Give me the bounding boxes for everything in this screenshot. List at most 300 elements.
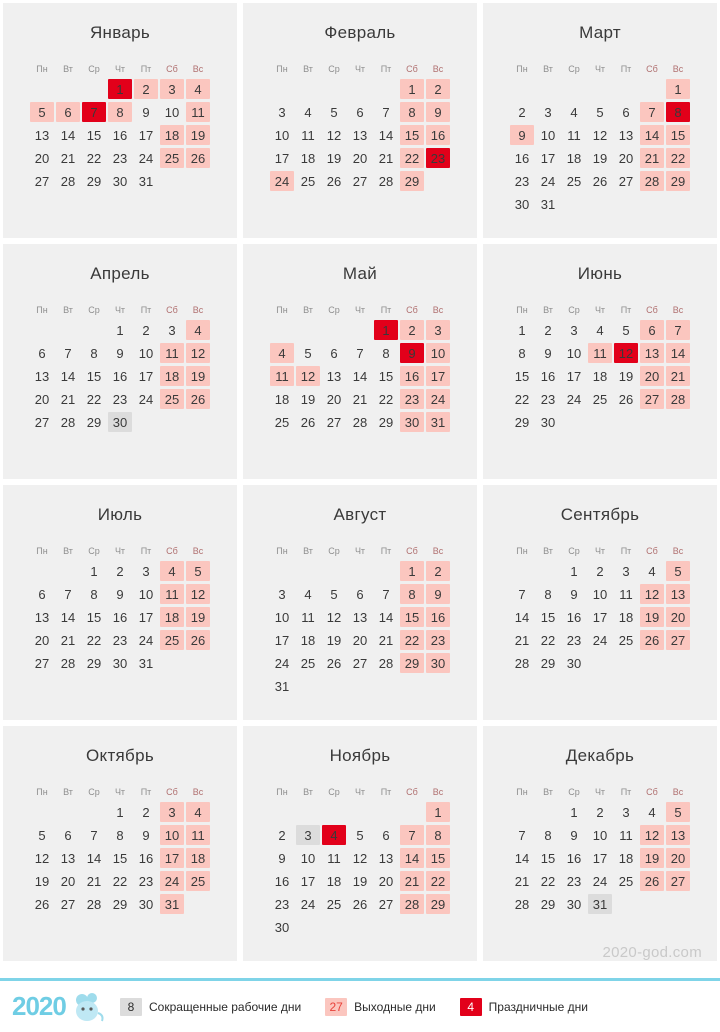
month-title: Декабрь [565, 746, 635, 765]
weekday-header: Вс [672, 546, 684, 556]
day-cell: 16 [274, 873, 290, 889]
week-row [270, 366, 450, 386]
day-cell: 29 [666, 171, 690, 191]
day-cell: 23 [566, 632, 582, 648]
weekday-header: Пн [36, 305, 48, 315]
day-cell: 14 [378, 127, 394, 143]
empty-day-cell [322, 917, 346, 937]
week-row [510, 412, 690, 432]
day-cell: 1 [400, 79, 424, 99]
day-cell: 22 [400, 630, 424, 650]
empty-day-cell [614, 79, 638, 99]
day-cell: 4 [648, 804, 656, 820]
weekday-header: Чт [594, 546, 606, 556]
weekday-header: Пт [620, 546, 632, 556]
week-row [510, 171, 690, 191]
day-cell: 28 [60, 173, 76, 189]
day-cell: 9 [544, 345, 552, 361]
day-cell: 28 [86, 896, 102, 912]
week-row [30, 366, 210, 386]
day-cell: 13 [352, 609, 368, 625]
day-cell: 21 [60, 632, 76, 648]
week-row [270, 630, 450, 650]
day-cell: 30 [112, 173, 128, 189]
day-cell: 17 [566, 368, 582, 384]
day-cell: 11 [327, 850, 341, 866]
weekday-header: Вт [63, 305, 73, 315]
mouse-icon [70, 991, 104, 1023]
day-cell: 30 [274, 919, 290, 935]
day-cell: 7 [382, 104, 390, 120]
day-cell: 31 [540, 196, 556, 212]
day-cell: 26 [640, 630, 664, 650]
day-cell: 11 [567, 127, 581, 143]
day-cell: 20 [352, 150, 368, 166]
weekday-header: Вс [672, 64, 684, 74]
day-cell: 27 [34, 655, 50, 671]
empty-day-cell [374, 917, 398, 937]
day-cell: 15 [86, 127, 102, 143]
day-cell: 1 [570, 563, 578, 579]
week-row [30, 894, 210, 914]
month-card [240, 723, 480, 964]
week-row [270, 389, 450, 409]
day-cell: 29 [400, 653, 424, 673]
weekday-header: Сб [166, 305, 178, 315]
day-cell: 26 [326, 655, 342, 671]
day-cell: 15 [378, 368, 394, 384]
weekday-header: Чт [594, 64, 606, 74]
month-table [28, 782, 212, 917]
weekday-header: Пт [140, 546, 152, 556]
day-cell: 1 [90, 563, 98, 579]
empty-day-cell [640, 894, 664, 914]
empty-day-cell [134, 412, 158, 432]
day-cell: 24 [138, 632, 154, 648]
day-cell: 10 [138, 345, 154, 361]
week-row [30, 125, 210, 145]
day-cell: 4 [304, 104, 312, 120]
day-cell: 16 [514, 150, 530, 166]
day-cell: 5 [186, 561, 210, 581]
weekday-header: Чт [594, 305, 606, 315]
week-row [510, 194, 690, 214]
week-row [270, 802, 450, 822]
day-cell: 3 [622, 804, 630, 820]
day-cell: 15 [540, 850, 556, 866]
day-cell: 25 [618, 632, 634, 648]
day-cell: 27 [640, 389, 664, 409]
day-cell: 10 [164, 104, 180, 120]
day-cell: 20 [352, 632, 368, 648]
day-cell: 29 [400, 171, 424, 191]
logo-year-text: 2020 [12, 991, 66, 1021]
weekday-header: Пн [276, 64, 288, 74]
week-row [510, 366, 690, 386]
empty-day-cell [666, 894, 690, 914]
day-cell: 5 [666, 561, 690, 581]
empty-day-cell [296, 676, 320, 696]
day-cell: 26 [186, 148, 210, 168]
month-title: Февраль [324, 23, 396, 42]
day-cell: 1 [518, 322, 526, 338]
month-card [480, 723, 720, 964]
weekday-header: Вс [192, 305, 204, 315]
weekday-header: Пт [620, 787, 632, 797]
day-cell: 19 [300, 391, 316, 407]
day-cell: 20 [640, 366, 664, 386]
day-cell: 20 [666, 848, 690, 868]
day-cell: 15 [514, 368, 530, 384]
day-cell: 23 [274, 896, 290, 912]
day-cell: 15 [400, 607, 424, 627]
weekday-header: Ср [568, 64, 580, 74]
day-cell: 27 [618, 173, 634, 189]
empty-day-cell [322, 676, 346, 696]
weekday-header: Пн [36, 64, 48, 74]
empty-day-cell [348, 320, 372, 340]
empty-day-cell [160, 653, 184, 673]
week-row [510, 79, 690, 99]
week-row [270, 148, 450, 168]
day-cell: 25 [274, 414, 290, 430]
day-cell: 1 [374, 320, 398, 340]
day-cell: 22 [86, 391, 102, 407]
week-row [510, 148, 690, 168]
month-title: Ноябрь [329, 746, 391, 765]
day-cell: 2 [426, 79, 450, 99]
weekday-header: Сб [406, 64, 418, 74]
weekday-header: Пн [516, 787, 528, 797]
empty-day-cell [160, 412, 184, 432]
day-cell: 19 [592, 150, 608, 166]
day-cell: 20 [666, 607, 690, 627]
empty-day-cell [270, 802, 294, 822]
day-cell: 23 [426, 630, 450, 650]
day-cell: 23 [566, 873, 582, 889]
day-cell: 7 [666, 320, 690, 340]
day-cell: 14 [352, 368, 368, 384]
legend-swatch: 4 [460, 998, 482, 1016]
day-cell: 16 [540, 368, 556, 384]
day-cell: 16 [138, 850, 154, 866]
day-cell: 31 [274, 678, 290, 694]
day-cell: 7 [518, 586, 526, 602]
day-cell: 8 [116, 827, 124, 843]
weekday-header: Пт [620, 64, 632, 74]
empty-day-cell [348, 917, 372, 937]
week-row [270, 607, 450, 627]
month-table [268, 59, 452, 194]
weekday-header: Сб [406, 305, 418, 315]
weekday-header: Ср [568, 546, 580, 556]
week-row [30, 171, 210, 191]
day-cell: 4 [186, 79, 210, 99]
day-cell: 5 [356, 827, 364, 843]
day-cell: 18 [300, 632, 316, 648]
weekday-header: Вт [303, 787, 313, 797]
weekday-header: Пн [276, 546, 288, 556]
day-cell: 17 [274, 150, 290, 166]
empty-day-cell [510, 79, 534, 99]
empty-day-cell [640, 194, 664, 214]
month-card [480, 0, 720, 241]
day-cell: 19 [326, 150, 342, 166]
empty-day-cell [348, 79, 372, 99]
weekday-header: Пт [140, 305, 152, 315]
day-cell: 13 [666, 584, 690, 604]
day-cell: 13 [34, 609, 50, 625]
day-cell: 8 [518, 345, 526, 361]
day-cell: 28 [514, 655, 530, 671]
day-cell: 27 [352, 173, 368, 189]
day-cell: 16 [426, 125, 450, 145]
day-cell: 17 [592, 609, 608, 625]
day-cell: 19 [34, 873, 50, 889]
day-cell: 10 [592, 827, 608, 843]
day-cell: 9 [426, 102, 450, 122]
day-cell: 7 [64, 586, 72, 602]
day-cell: 18 [300, 150, 316, 166]
month-title: Июль [97, 505, 143, 524]
month-table [268, 541, 452, 699]
day-cell: 21 [666, 366, 690, 386]
empty-day-cell [614, 194, 638, 214]
day-cell: 29 [112, 896, 128, 912]
empty-day-cell [640, 653, 664, 673]
day-cell: 28 [60, 414, 76, 430]
empty-day-cell [510, 802, 534, 822]
day-cell: 10 [160, 825, 184, 845]
day-cell: 10 [274, 127, 290, 143]
day-cell: 22 [86, 632, 102, 648]
weekday-header: Пн [36, 787, 48, 797]
weekday-header: Сб [646, 546, 658, 556]
day-cell: 7 [356, 345, 364, 361]
day-cell: 2 [134, 79, 158, 99]
day-cell: 2 [518, 104, 526, 120]
day-cell: 19 [186, 607, 210, 627]
day-cell: 26 [186, 389, 210, 409]
day-cell: 3 [142, 563, 150, 579]
day-cell: 13 [666, 825, 690, 845]
empty-day-cell [400, 802, 424, 822]
weekday-header: Ср [568, 787, 580, 797]
empty-day-cell [510, 561, 534, 581]
day-cell: 30 [566, 655, 582, 671]
day-cell: 3 [160, 802, 184, 822]
month-title: Май [342, 264, 378, 283]
week-row [510, 389, 690, 409]
day-cell: 22 [540, 632, 556, 648]
day-cell: 26 [618, 391, 634, 407]
week-row [30, 825, 210, 845]
day-cell: 4 [270, 343, 294, 363]
month-table [508, 782, 692, 917]
day-cell: 21 [400, 871, 424, 891]
week-row [30, 79, 210, 99]
day-cell: 23 [112, 150, 128, 166]
week-row [510, 894, 690, 914]
week-row [510, 630, 690, 650]
day-cell: 31 [160, 894, 184, 914]
empty-day-cell [374, 79, 398, 99]
day-cell: 16 [112, 609, 128, 625]
month-title: Октябрь [86, 746, 154, 765]
week-row [510, 561, 690, 581]
day-cell: 22 [86, 150, 102, 166]
day-cell: 2 [596, 563, 604, 579]
day-cell: 16 [112, 127, 128, 143]
day-cell: 2 [142, 322, 150, 338]
empty-day-cell [160, 171, 184, 191]
day-cell: 23 [138, 873, 154, 889]
day-cell: 6 [330, 345, 338, 361]
week-row [270, 102, 450, 122]
empty-day-cell [56, 802, 80, 822]
day-cell: 11 [160, 343, 184, 363]
empty-day-cell [296, 320, 320, 340]
empty-day-cell [82, 320, 106, 340]
day-cell: 7 [400, 825, 424, 845]
day-cell: 24 [160, 871, 184, 891]
day-cell: 8 [544, 827, 552, 843]
day-cell: 12 [326, 127, 342, 143]
day-cell: 17 [160, 848, 184, 868]
weekday-header: Чт [594, 787, 606, 797]
day-cell: 14 [400, 848, 424, 868]
day-cell: 25 [592, 391, 608, 407]
day-cell: 2 [426, 561, 450, 581]
day-cell: 29 [540, 655, 556, 671]
weekday-header: Сб [166, 787, 178, 797]
day-cell: 18 [566, 150, 582, 166]
day-cell: 10 [138, 586, 154, 602]
day-cell: 12 [640, 825, 664, 845]
empty-day-cell [426, 676, 450, 696]
week-row [270, 848, 450, 868]
weekday-header: Пн [36, 546, 48, 556]
day-cell: 6 [640, 320, 664, 340]
week-row [30, 653, 210, 673]
day-cell: 9 [142, 827, 150, 843]
day-cell: 24 [300, 896, 316, 912]
day-cell: 8 [90, 586, 98, 602]
day-cell: 20 [60, 873, 76, 889]
weekday-header: Сб [646, 64, 658, 74]
week-row [270, 653, 450, 673]
day-cell: 28 [378, 173, 394, 189]
day-cell: 2 [278, 827, 286, 843]
empty-day-cell [30, 561, 54, 581]
day-cell: 12 [352, 850, 368, 866]
day-cell: 9 [116, 586, 124, 602]
weekday-header: Пн [516, 546, 528, 556]
weekday-header: Чт [114, 546, 126, 556]
day-cell: 15 [112, 850, 128, 866]
day-cell: 12 [592, 127, 608, 143]
day-cell: 19 [640, 848, 664, 868]
day-cell: 31 [138, 655, 154, 671]
day-cell: 8 [400, 584, 424, 604]
day-cell: 18 [274, 391, 290, 407]
day-cell: 17 [592, 850, 608, 866]
month-table [268, 300, 452, 435]
weekday-header: Пт [380, 546, 392, 556]
day-cell: 28 [514, 896, 530, 912]
month-card [0, 723, 240, 964]
empty-day-cell [296, 79, 320, 99]
week-row [510, 102, 690, 122]
week-row [510, 802, 690, 822]
week-row [30, 630, 210, 650]
month-table [28, 541, 212, 676]
day-cell: 2 [142, 804, 150, 820]
weekday-header: Вс [432, 305, 444, 315]
empty-day-cell [588, 653, 612, 673]
week-row [510, 125, 690, 145]
weekday-header: Ср [328, 64, 340, 74]
day-cell: 7 [382, 586, 390, 602]
month-title: Март [579, 23, 621, 42]
day-cell: 11 [619, 586, 633, 602]
empty-day-cell [536, 561, 560, 581]
weekday-header: Ср [88, 787, 100, 797]
day-cell: 23 [112, 632, 128, 648]
day-cell: 25 [300, 173, 316, 189]
weekday-header: Вт [303, 546, 313, 556]
empty-day-cell [562, 79, 586, 99]
day-cell: 6 [38, 345, 46, 361]
day-cell: 4 [160, 561, 184, 581]
day-cell: 11 [270, 366, 294, 386]
week-row [270, 125, 450, 145]
weekday-header: Чт [114, 305, 126, 315]
day-cell: 14 [60, 609, 76, 625]
empty-day-cell [374, 561, 398, 581]
day-cell: 22 [514, 391, 530, 407]
day-cell: 18 [592, 368, 608, 384]
week-row [270, 825, 450, 845]
month-card [480, 241, 720, 482]
day-cell: 10 [426, 343, 450, 363]
day-cell: 21 [514, 632, 530, 648]
weekday-header: Пн [276, 305, 288, 315]
empty-day-cell [30, 79, 54, 99]
week-row [270, 871, 450, 891]
day-cell: 26 [186, 630, 210, 650]
day-cell: 2 [116, 563, 124, 579]
month-title: Июнь [577, 264, 623, 283]
day-cell: 20 [34, 150, 50, 166]
day-cell: 24 [566, 391, 582, 407]
empty-day-cell [56, 561, 80, 581]
day-cell: 22 [540, 873, 556, 889]
day-cell: 15 [86, 609, 102, 625]
day-cell: 22 [112, 873, 128, 889]
day-cell: 27 [34, 414, 50, 430]
legend-label: Праздничные дни [488, 999, 588, 1014]
day-cell: 14 [378, 609, 394, 625]
day-cell: 1 [116, 322, 124, 338]
day-cell: 10 [274, 609, 290, 625]
empty-day-cell [588, 194, 612, 214]
month-table [508, 59, 692, 217]
legend-swatch: 27 [325, 998, 347, 1016]
weekday-header: Вт [63, 64, 73, 74]
day-cell: 23 [540, 391, 556, 407]
empty-day-cell [322, 320, 346, 340]
